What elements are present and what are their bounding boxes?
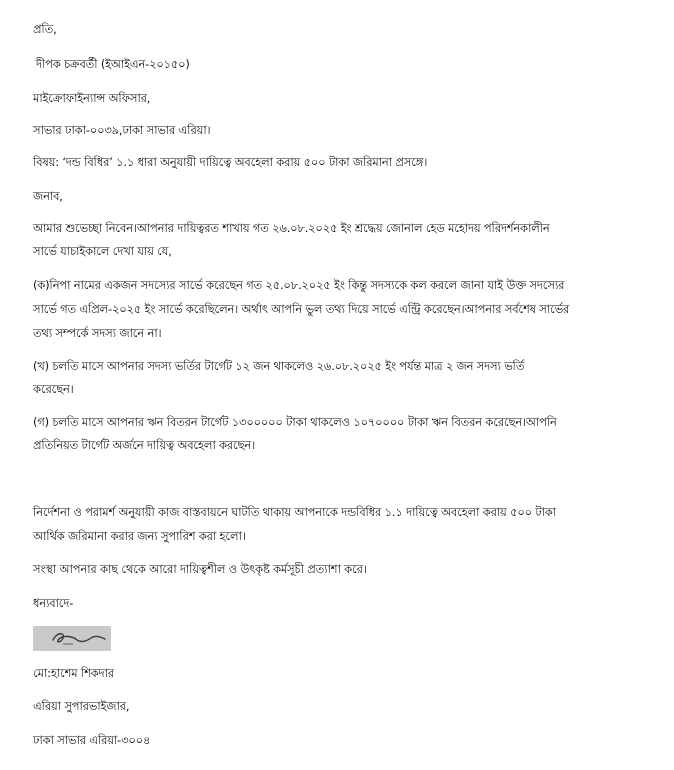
point-ka-line: সার্ভে গত এপ্রিল-২০২৫ ইং সার্ভে করেছিলেন। অর্থাৎ আপনি ভুল তথ্য দিয়ে সার্ভে এন্ট্রি করেছেন।আপনার সর্বশেষ সার্ভের bbox=[33, 302, 570, 316]
sender-designation: এরিয়া সুপারভাইজার, bbox=[33, 699, 130, 713]
intro-line: সার্ভে যাচাইকালে দেখা যায় যে, bbox=[33, 244, 172, 258]
decision-line: নির্দেশনা ও পরামর্শ অনুযায়ী কাজ বাস্তবায়নে ঘাটতি থাকায় আপনাকে দন্ডবিধির ১.১ দায়িত্বে অবহেলা করায় ৫০০ টাকা bbox=[33, 505, 556, 519]
recipient-designation: মাইক্রোফাইন্যান্স অফিসার, bbox=[33, 91, 151, 105]
salutation-to: প্রতি, bbox=[33, 22, 57, 36]
point-kha-line: করেছেন। bbox=[33, 382, 74, 396]
recipient-address: সাভার ঢাকা-০০৩৯,ঢাকা সাভার এরিয়া। bbox=[33, 123, 211, 137]
intro-line: আমার শুভেচ্ছা নিবেন।আপনার দায়িত্বরত শাখায় গত ২৬.০৮.২০২৫ ইং শ্রদ্ধেয় জোনাল হেড মহোদয় পরিদর্শনকালীন bbox=[33, 221, 550, 235]
signature-image bbox=[33, 626, 111, 651]
closing-line: ধন্যবাদে- bbox=[33, 596, 74, 610]
greeting: জনাব, bbox=[33, 189, 63, 203]
point-ka-line: তথ্য সম্পর্কে সদস্য জানে না। bbox=[33, 326, 162, 340]
sender-area: ঢাকা সাভার এরিয়া-৩০০৪ bbox=[33, 733, 151, 747]
subject-line: বিষয়: ‘দন্ড বিধির’ ১.১ ধারা অনুযায়ী দায়িত্বে অবহেলা করায় ৫০০ টাকা জরিমানা প্রসঙ্গে। bbox=[33, 155, 428, 169]
point-ka-line: (ক)নিপা নামের একজন সদস্যের সার্ভে করেছেন গত ২৫.০৮.২০২৫ ইং কিন্তু সদস্যকে কল করলে জানা যাই উক্ত সদস্যের bbox=[33, 278, 565, 292]
sender-name: মো:হাশেম শিকদার bbox=[33, 666, 114, 680]
recipient-name: দীপক চক্রবর্তী (ইআইএন-২০১৫০) bbox=[36, 57, 190, 71]
expectation-line: সংস্থা আপনার কাছ থেকে আরো দায়িত্বশীল ও উৎকৃষ্ট কর্মসূচী প্রত্যাশা করে। bbox=[33, 562, 367, 576]
point-ga-line: প্রতিনিয়ত টার্গেট অর্জনে দায়িত্ব অবহেলা করছেন। bbox=[33, 438, 255, 452]
point-kha-line: (খ) চলতি মাসে আপনার সদস্য ভর্তির টার্গেট ১২ জন থাকলেও ২৬.০৮.২০২৫ ইং পর্যন্ত মাত্র ২ জন সদস্য ভর্তি bbox=[33, 359, 525, 373]
point-ga-line: (গ) চলতি মাসে আপনার ঋন বিতরন টার্গেট ১৩০০০০০ টাকা থাকলেও ১০৭০০০০ টাকা ঋন বিতরন করেছেন।আপনি bbox=[33, 415, 557, 429]
decision-line: আর্থিক জরিমানা করার জন্য সুপারিশ করা হলো। bbox=[33, 529, 246, 543]
